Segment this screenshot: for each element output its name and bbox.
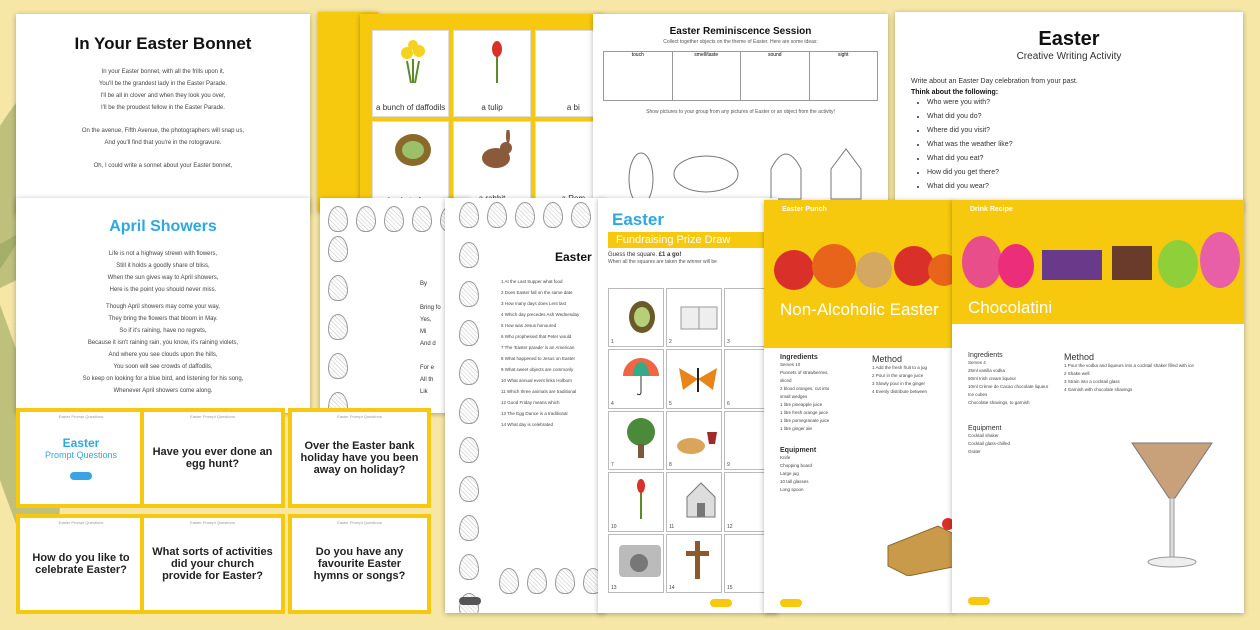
quiz-question: 7 The 'Easter parade' is an American (501, 345, 575, 350)
reminiscence-sheet[interactable] (593, 14, 888, 214)
square-number: 9 (727, 462, 730, 469)
ingredient-item: Chocolate shavings, to garnish (968, 400, 1030, 405)
equipment-item: Large jug (780, 471, 799, 476)
egg-outline-icon (459, 359, 479, 385)
egg-outline-icon (499, 568, 519, 594)
square-number: 5 (669, 400, 672, 407)
creative-bullet: • What did you eat? (927, 152, 1243, 166)
prize-square[interactable] (666, 288, 722, 347)
poem-line: You'll be the grandest lady in the Easter Parade. (98, 81, 227, 87)
egg-sheet-text (420, 278, 441, 398)
ingredient-item: small wedges (780, 394, 808, 399)
poem-line: Here is the point you should never miss. (109, 287, 217, 293)
prize-square[interactable] (608, 411, 664, 470)
punch-recipe-sheet[interactable] (764, 200, 954, 613)
card-header: Easter Prompt Questions (337, 414, 382, 419)
cross-icon (683, 539, 713, 584)
april-title: April Showers (109, 218, 217, 235)
square-number: 13 (611, 585, 617, 591)
chopping-board-icon (878, 506, 954, 576)
creative-writing-sheet[interactable] (895, 12, 1243, 212)
egg-outline-icon (555, 568, 575, 594)
twinkl-logo (968, 597, 990, 605)
punch-header (764, 200, 954, 348)
punch-ingredients (780, 354, 860, 494)
ingredients-heading: Ingredients (968, 352, 1003, 359)
egg-outline-icon (459, 554, 479, 580)
poem-line: Because it isn't raining rain, you know, it's raining violets, (87, 340, 239, 346)
prize-square[interactable] (666, 472, 722, 531)
card-question: Have you ever done an egg hunt? (152, 446, 273, 470)
creative-bullet: • What was the weather like? (927, 138, 1243, 152)
senses-column: sight (837, 52, 849, 58)
easter-quiz-sheet[interactable] (445, 198, 605, 613)
twinkl-logo (459, 597, 481, 605)
reminiscence-prompt: Show pictures to your group from any pictures of Easter or an object from the activity! (646, 109, 835, 115)
prompt-card[interactable] (140, 514, 285, 614)
card-header: Easter Prompt Questions (58, 520, 104, 525)
poem-line: Oh, I could write a sonnet about your Easter bonnet, (93, 163, 233, 169)
method-heading: Method (872, 354, 903, 364)
creative-bullet: • How did you get there? (927, 166, 1243, 180)
picture-cards-sheet[interactable] (360, 14, 605, 214)
card-header: Easter Prompt Questions (337, 520, 382, 525)
prize-guess: Guess the square. (608, 252, 658, 258)
card-subtitle: Prompt Questions (44, 450, 118, 460)
square-number: 12 (727, 523, 733, 530)
quiz-question: 11 Which three animals are traditional (501, 389, 577, 394)
egg-outline-icon (328, 275, 348, 301)
prize-square[interactable] (608, 534, 664, 593)
ingredient-item: Serves 4 (968, 360, 986, 365)
method-step: 1 Pour the vodka and liqueurs into a cocktail shaker filled with ice (1064, 363, 1194, 368)
square-number: 14 (669, 585, 675, 591)
choc-ingredients (968, 352, 1058, 456)
method-step: 1 Add the fresh fruit to a jug (872, 365, 928, 370)
senses-column: sound (741, 52, 810, 100)
chocolate-eggs-illustration (952, 230, 1244, 290)
quiz-question: 5 How was Jesus honoured (501, 323, 557, 328)
equipment-item: 10 tall glasses (780, 479, 809, 484)
daffodil-icon (393, 39, 433, 84)
quiz-title: Easter (555, 250, 592, 264)
tulip-icon (631, 477, 651, 522)
creative-bullet: • Where did you visit? (927, 124, 1243, 138)
poem-line: When the sun gives way to April showers, (107, 275, 219, 281)
choc-title: Chocolatini (968, 298, 1053, 317)
church-icon (681, 477, 721, 522)
text-fragment: By (420, 281, 428, 287)
poem-line: You soon will see crowds of daffodils, (113, 364, 213, 370)
equipment-heading: Equipment (780, 447, 817, 454)
square-number: 11 (669, 523, 675, 530)
prize-square[interactable] (608, 472, 664, 531)
butterfly-icon (675, 364, 721, 394)
egg-outline-icon (487, 202, 507, 228)
method-step: 4 Evenly distribute between (872, 389, 928, 394)
prize-grid (608, 288, 778, 593)
tomb-icon (617, 541, 663, 581)
prize-subtitle: Fundraising Prize Draw (608, 232, 778, 248)
method-step: 2 Pour in the orange juice (872, 373, 924, 378)
picture-card-rabbit (453, 121, 530, 208)
egg-outline-icon (328, 206, 348, 232)
creative-intro: Write about an Easter Day celebration from your past. (911, 78, 1078, 85)
picture-caption: a tulip (481, 103, 503, 112)
egg-outline-icon (328, 236, 348, 262)
bonnet-title: In Your Easter Bonnet (74, 34, 252, 53)
poem-line: And you'll find that you're in the rotogravure. (104, 140, 222, 146)
ingredient-item: 1 litre ginger ale (780, 426, 813, 431)
card-header: Easter Prompt Questions (58, 414, 104, 419)
poem-line: Still it holds a goodly share of bliss, (116, 263, 210, 269)
square-number: 8 (669, 462, 672, 469)
card-title: Easter (62, 436, 100, 450)
egg-outline-icon (459, 476, 479, 502)
ingredient-item: 2 blood oranges, cut into (780, 386, 830, 391)
prompt-card[interactable] (288, 514, 431, 614)
card-question: How do you like to celebrate Easter? (32, 552, 130, 576)
picture-card-daffodils (372, 30, 449, 117)
twinkl-logo (710, 599, 732, 607)
method-step: 3 Strain into a cocktail glass (1064, 379, 1120, 384)
poem-line: On the avenue, Fifth Avenue, the photographers will snap us, (81, 128, 245, 134)
poem-line: They bring the flowers that bloom in May. (108, 316, 218, 322)
quiz-question: 9 What sweet objects are commonly (501, 367, 574, 372)
creative-think: Think about the following: (911, 89, 999, 96)
creative-bullet: • What did you do? (927, 110, 1243, 124)
poem-line: I'll be all in clover and when they look you over, (100, 93, 226, 99)
tree-icon (621, 416, 661, 461)
ingredient-item: 10ml Crème de Cacao chocolate liqueur (968, 384, 1049, 389)
open-book-icon (679, 303, 719, 333)
creative-title: Easter (1038, 28, 1100, 50)
egg-outline-icon (459, 515, 479, 541)
picture-caption: a bunch of daffodils (376, 103, 446, 112)
ingredient-item: 1 litre pineapple juice (780, 402, 823, 407)
ingredients-heading: Ingredients (780, 354, 818, 361)
card-question: Do you have any favourite Easter hymns or songs? (313, 546, 406, 582)
umbrella-icon (621, 356, 661, 396)
quiz-egg-bottom (495, 564, 605, 603)
poem-line: So if it's raining, have no regrets, (119, 328, 207, 334)
senses-column: smell/taste (673, 52, 742, 100)
prompt-card-title[interactable] (16, 408, 146, 508)
equipment-item: Knife (780, 455, 791, 460)
ingredient-item: Punnets of strawberries, (780, 370, 829, 375)
method-heading: Method (1064, 352, 1095, 362)
quiz-egg-row (455, 198, 605, 237)
choc-tag: Drink Recipe (970, 206, 1013, 213)
creative-bullet: • Who were you with? (927, 96, 1243, 110)
poem-line: And where you see clouds upon the hills, (108, 352, 218, 358)
prompt-card[interactable] (288, 408, 431, 508)
equipment-heading: Equipment (968, 425, 1002, 432)
egg-outline-icon (543, 202, 563, 228)
bread-wine-icon (675, 428, 721, 458)
text-fragment: And d (420, 341, 436, 347)
card-question: Over the Easter bank holiday have you been away on holiday? (300, 440, 419, 476)
ingredient-item: 1 litre pomegranate juice (780, 418, 830, 423)
egg-outline-icon (328, 314, 348, 340)
equipment-item: Long spoon (780, 487, 804, 492)
punch-title: Non-Alcoholic Easter (780, 300, 939, 319)
egg-outline-icon (459, 320, 479, 346)
egg-outline-icon (571, 202, 591, 228)
choc-method (1064, 352, 1234, 394)
picture-card-tulip (453, 30, 530, 117)
prize-square[interactable] (666, 411, 722, 470)
chocolatini-recipe-sheet[interactable] (952, 200, 1244, 613)
text-fragment: All th (420, 377, 434, 383)
text-fragment: Yes, (420, 317, 432, 323)
square-number: 10 (611, 523, 617, 530)
egg-outline-icon (459, 437, 479, 463)
prompt-card[interactable] (140, 408, 285, 508)
punch-tag: Easter Punch (782, 206, 827, 213)
fruit-illustration (764, 240, 954, 290)
twinkl-logo (70, 472, 92, 480)
ingredient-item: Ice cubes (968, 392, 988, 397)
text-fragment: Bring fo (420, 305, 441, 311)
prize-guess-line (608, 252, 778, 258)
prize-price: £1 a go! (658, 252, 682, 258)
poem-line: Life is not a highway strewn with flowers, (108, 251, 218, 257)
equipment-item: Chopping board (780, 463, 813, 468)
card-header: Easter Prompt Questions (190, 520, 235, 525)
martini-glass-icon (1127, 438, 1217, 578)
egg-outline-icon (328, 353, 348, 379)
creative-subtitle: Creative Writing Activity (1016, 51, 1122, 62)
equipment-item: Grater (968, 449, 981, 454)
egg-outline-icon (515, 202, 535, 228)
quiz-question: 10 What annual event links Holborn (501, 378, 573, 383)
reminiscence-title: Easter Reminiscence Session (669, 26, 812, 37)
quiz-egg-column (455, 238, 483, 613)
square-number: 3 (727, 339, 730, 346)
bonnet-poem-sheet[interactable] (16, 14, 310, 214)
egg-outline-icon (412, 206, 432, 232)
quiz-question: 4 Which day precedes Ash Wednesday (501, 312, 580, 317)
april-showers-sheet[interactable] (16, 198, 310, 413)
method-step: 3 Slowly pour in the ginger (872, 381, 926, 386)
egg-outline-icon (459, 398, 479, 424)
prompt-card[interactable] (16, 514, 146, 614)
card-header: Easter Prompt Questions (190, 414, 235, 419)
egg-outline-icon (459, 281, 479, 307)
ingredient-item: 50ml Irish cream liqueur (968, 376, 1017, 381)
quiz-question: 6 Who prophesied that Peter would (501, 334, 572, 339)
prize-square[interactable] (608, 349, 664, 408)
choc-header (952, 200, 1244, 324)
tulip-icon (482, 39, 512, 84)
creative-bullets (895, 96, 1243, 194)
poem-line: In your Easter bonnet, with all the frills upon it, (101, 69, 225, 75)
prize-draw-sheet[interactable] (598, 198, 778, 613)
quiz-question: 13 The Egg Dance is a traditional (501, 411, 568, 416)
poem-line: Whenever April showers come along. (113, 388, 213, 394)
quiz-question: 8 What happened to Jesus on Easter (501, 356, 576, 361)
egg-outline-icon (356, 206, 376, 232)
egg-outline-icon (384, 206, 404, 232)
egg-outline-icon (527, 568, 547, 594)
senses-table (603, 51, 878, 101)
ingredient-item: 25ml vanilla vodka (968, 368, 1006, 373)
method-step: 2 Shake well (1064, 371, 1090, 376)
poem-line: Though April showers may come your way, (106, 304, 220, 310)
quiz-question: 1 At the Last Supper what food (501, 279, 563, 284)
method-step: 4 Garnish with chocolate shavings (1064, 387, 1133, 392)
egg-column (324, 232, 354, 413)
quiz-question: 14 What day is celebrated (501, 422, 554, 427)
equipment-item: Cocktail glass-chilled (968, 441, 1011, 446)
egg-outline-icon (459, 202, 479, 228)
quiz-question: 2 Does Easter fall on the same date (501, 290, 573, 295)
prize-title: Easter (612, 210, 664, 229)
picture-card-basket (372, 121, 449, 208)
ingredient-item: sliced (780, 378, 792, 383)
egg-basket-icon (393, 130, 433, 170)
prize-note: When all the squares are taken the winner will be (608, 259, 717, 265)
rabbit-icon (476, 130, 516, 170)
text-fragment: Lik (420, 389, 428, 395)
twinkl-logo (780, 599, 802, 607)
text-fragment: Mi (420, 329, 427, 335)
quiz-question: 12 Good Friday means which (501, 400, 560, 405)
square-number: 15 (727, 585, 733, 591)
text-fragment: For e (420, 365, 435, 371)
card-question: What sorts of activities did your church provide for Easter? (152, 546, 273, 582)
picture-caption: a bi (566, 103, 580, 112)
square-number: 4 (611, 400, 614, 407)
square-number: 1 (611, 339, 614, 346)
equipment-item: Cocktail shaker (968, 433, 999, 438)
prize-square[interactable] (666, 534, 722, 593)
ingredient-item: Serves 10 (780, 362, 801, 367)
poem-line: So keep on looking for a blue bird, and listening for his song, (82, 376, 244, 382)
poem-line: I'll be the proudest fellow in the Easter Parade. (101, 105, 225, 111)
quiz-questions (501, 276, 601, 430)
prize-square[interactable] (608, 288, 664, 347)
quiz-question: 3 How many days does Lent last (501, 301, 567, 306)
prize-square[interactable] (666, 349, 722, 408)
creative-bullet: • What did you wear? (927, 180, 1243, 194)
square-number: 2 (669, 339, 672, 346)
reminiscence-subtitle: Collect together objects on the theme of Easter. Here are some ideas: (663, 39, 818, 45)
punch-method (872, 354, 954, 396)
senses-column: touch (604, 52, 673, 100)
egg-outline-icon (459, 242, 479, 268)
square-number: 7 (611, 462, 614, 469)
egg-nest-icon (627, 297, 657, 337)
square-number: 6 (727, 400, 730, 407)
ingredient-item: 1 litre fresh orange juice (780, 410, 829, 415)
